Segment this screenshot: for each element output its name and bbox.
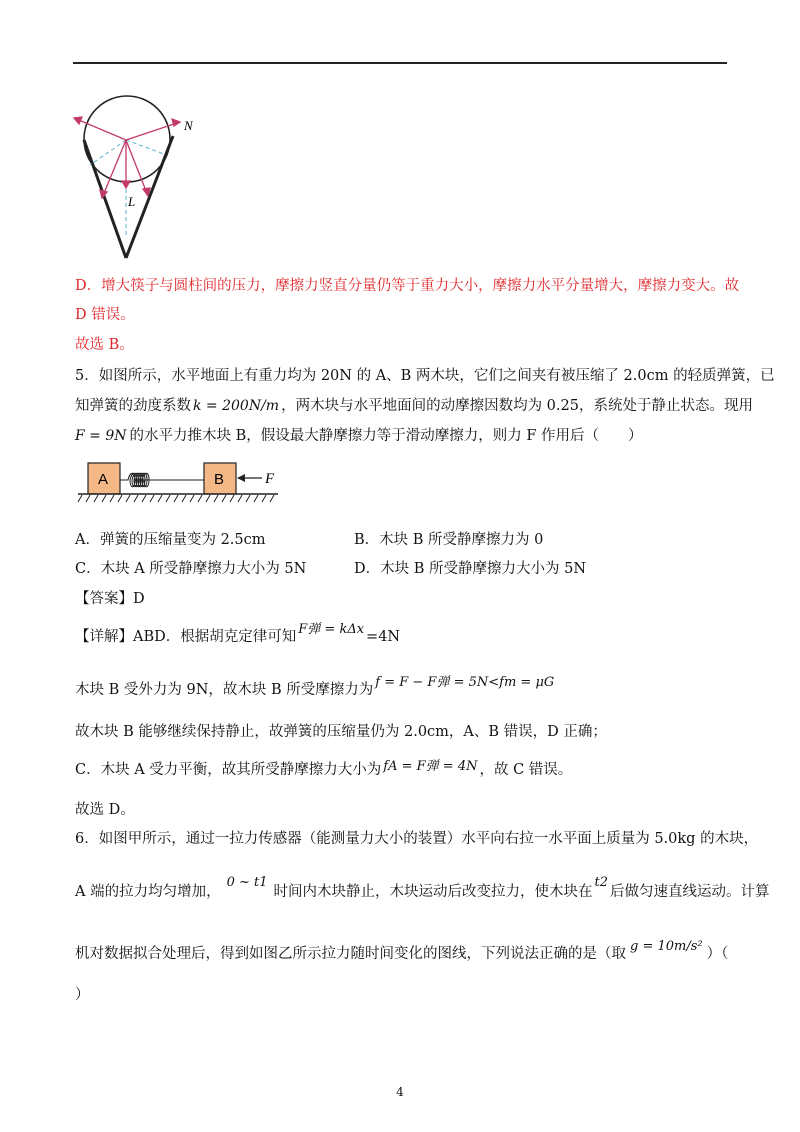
q5-choice: 故选 D。 bbox=[75, 802, 135, 818]
friction-formula: f = F − F弹 = 5N<fm = μG bbox=[375, 675, 555, 690]
force-formula: F = 9N bbox=[75, 428, 127, 444]
t2-formula: t2 bbox=[594, 875, 609, 890]
label-l: L bbox=[128, 194, 136, 209]
q5-answer: 【答案】D bbox=[75, 591, 145, 607]
chopsticks-figure bbox=[60, 88, 210, 268]
q5-option-c: C．木块 A 所受静摩擦力大小为 5N bbox=[75, 561, 307, 577]
label-n: N bbox=[184, 118, 193, 133]
force-label: F bbox=[265, 471, 275, 487]
q6-line3: 机对数据拟合处理后，得到如图乙所示拉力随时间变化的图线，下列说法正确的是（取 g = 10m/s² ）（ bbox=[75, 939, 729, 962]
q5-detail-c: 故木块 B 能够继续保持静止，故弹簧的压缩量仍为 2.0cm，A、B 错误，D 正确； bbox=[75, 724, 607, 740]
q5-line3: F = 9N 的水平力推木块 B，假设最大静摩擦力等于滑动摩擦力，则力 F 作用后（ ） bbox=[75, 428, 643, 444]
q6-line4: ） bbox=[75, 987, 90, 1003]
blocks-spring-figure bbox=[78, 458, 288, 508]
item-d-line1: D．增大筷子与圆柱间的压力，摩擦力竖直分量仍等于重力大小，摩擦力水平分量增大，摩擦力变大。故 bbox=[75, 278, 740, 294]
spring-constant-formula: k = 200N/m bbox=[193, 398, 280, 414]
block-a-label: A bbox=[98, 471, 109, 488]
q5-line2: 知弹簧的劲度系数 k = 200N/m ，两木块与水平地面间的动摩擦因数均为 0.25，系统处于静止状态。现用 bbox=[75, 398, 753, 414]
item-d-line2: D 错误。 bbox=[75, 307, 135, 323]
q5-detail-d: C．木块 A 受力平衡，故其所受静摩擦力大小为 fA = F弹 = 4N ，故 C 错误。 bbox=[75, 759, 573, 778]
q5-option-d: D．木块 B 所受静摩擦力大小为 5N bbox=[354, 561, 587, 577]
hooke-formula: F弹 = kΔx bbox=[298, 622, 365, 637]
q5-option-a: A．弹簧的压缩量变为 2.5cm bbox=[75, 532, 266, 548]
block-b-label: B bbox=[214, 471, 225, 488]
q5-option-b: B．木块 B 所受静摩擦力为 0 bbox=[354, 532, 544, 548]
header-rule bbox=[73, 62, 727, 64]
time-interval-formula: 0 ~ t1 bbox=[226, 875, 268, 890]
block-a-friction-formula: fA = F弹 = 4N bbox=[383, 759, 478, 774]
q5-detail-a: 【详解】ABD．根据胡克定律可知 F弹 = kΔx =4N bbox=[75, 622, 401, 645]
item-d-answer: 故选 B。 bbox=[75, 337, 134, 353]
page-number: 4 bbox=[396, 1085, 404, 1099]
q6-line1: 6．如图甲所示，通过一拉力传感器（能测量力大小的装置）水平向右拉一水平面上质量为 5.0kg 的木块， bbox=[75, 831, 759, 847]
q6-line2: A 端的拉力均匀增加，0 ~ t1时间内木块静止，木块运动后改变拉力，使木块在t2后做匀速直线运动。计算 bbox=[75, 875, 770, 900]
q5-detail-b: 木块 B 受外力为 9N，故木块 B 所受摩擦力为 f = F − F弹 = 5N<fm = μG bbox=[75, 675, 555, 698]
gravity-formula: g = 10m/s² bbox=[630, 939, 703, 954]
q5-line1: 5．如图所示，水平地面上有重力均为 20N 的 A、B 两木块，它们之间夹有被压缩了 2.0cm 的轻质弹簧，已 bbox=[75, 368, 775, 384]
